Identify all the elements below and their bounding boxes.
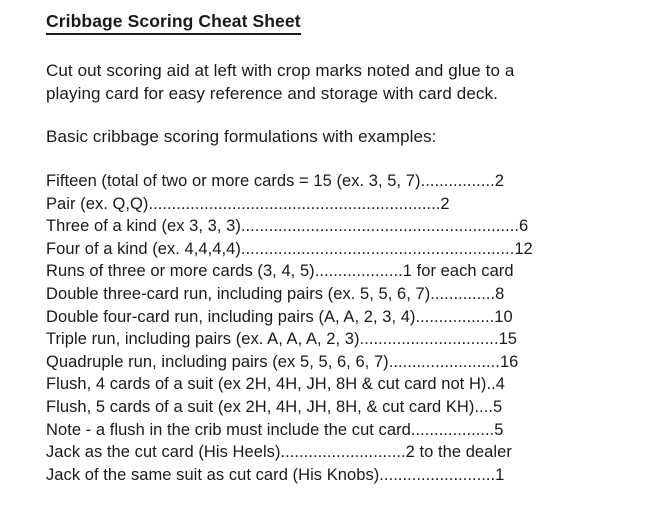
- cheat-sheet: [46, 9, 646, 486]
- rule-fifteen: Fifteen (total of two or more cards = 15 (ex. 3, 5, 7)................2: [46, 172, 504, 190]
- rule-quadruple-run: Quadruple run, including pairs (ex 5, 5, 6, 6, 7)........................16: [46, 352, 519, 371]
- scoring-rules-list: [46, 170, 646, 486]
- rule-his-knobs: Jack of the same suit as cut card (His Knobs).........................1: [46, 465, 505, 484]
- scoring-subheading: Basic cribbage scoring formulations with examples:: [46, 127, 437, 146]
- rule-flush-five: Flush, 5 cards of a suit (ex 2H, 4H, JH, 8H, & cut card KH)....5: [46, 397, 503, 416]
- intro-paragraph: [46, 59, 646, 105]
- rule-flush-four: Flush, 4 cards of a suit (ex 2H, 4H, JH, 8H & cut card not H)..4: [46, 375, 505, 394]
- rule-four-of-a-kind: Four of a kind (ex. 4,4,4,4)...........................................................12: [46, 239, 533, 258]
- rule-triple-run: Triple run, including pairs (ex. A, A, A, 2, 3)..............................15: [46, 330, 518, 349]
- page-title: Cribbage Scoring Cheat Sheet: [46, 9, 301, 35]
- rule-double-four-card-run: Double four-card run, including pairs (A, A, 2, 3, 4).................10: [46, 307, 513, 326]
- rule-pair: Pair (ex. Q,Q)...............................................................2: [46, 194, 450, 213]
- intro-line-1: Cut out scoring aid at left with crop marks noted and glue to a: [46, 61, 515, 80]
- rule-double-three-card-run: Double three-card run, including pairs (ex. 5, 5, 6, 7)..............8: [46, 284, 505, 303]
- intro-line-2: playing card for easy reference and storage with card deck.: [46, 84, 498, 103]
- rule-crib-flush-note: Note - a flush in the crib must include the cut card..................5: [46, 420, 504, 439]
- rule-his-heels: Jack as the cut card (His Heels)...........................2 to the dealer: [46, 443, 512, 462]
- rule-three-of-a-kind: Three of a kind (ex 3, 3, 3)............................................................6: [46, 217, 529, 236]
- rule-runs: Runs of three or more cards (3, 4, 5)...................1 for each card: [46, 262, 514, 281]
